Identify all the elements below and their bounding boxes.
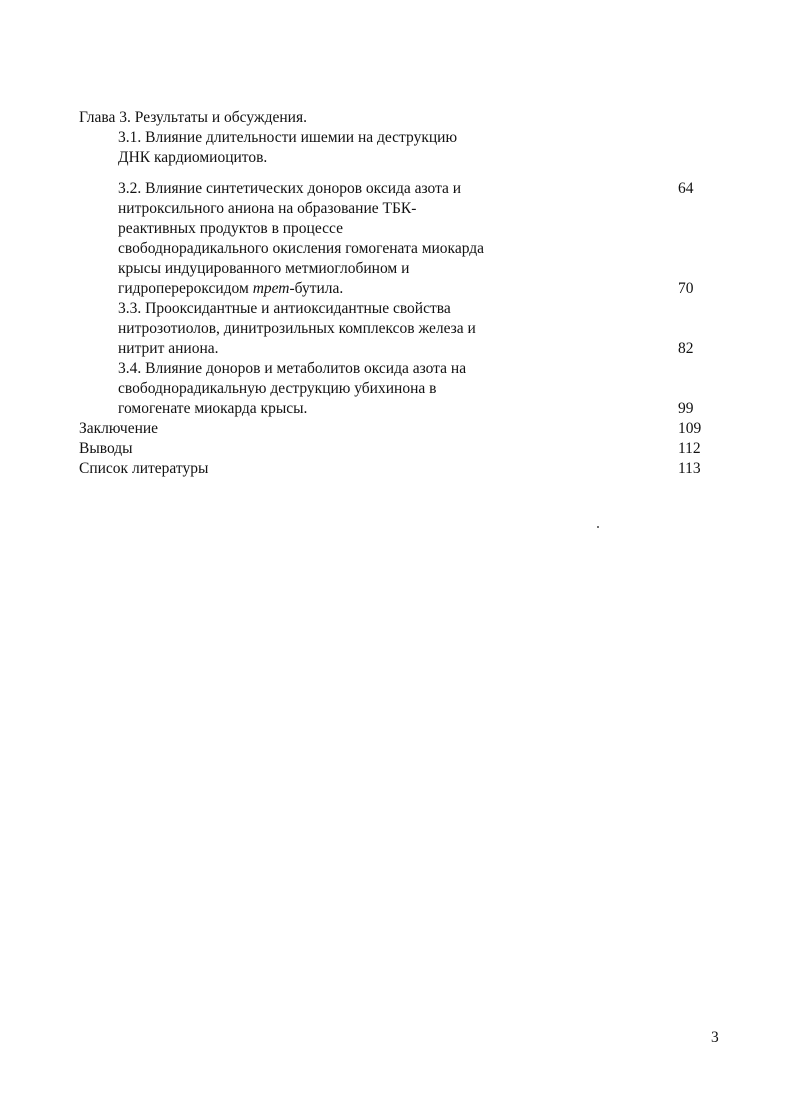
toc-section-3-2-line: крысы индуцированного метмиоглобином и <box>118 260 410 277</box>
toc-section-3-2-last-italic: трет <box>252 280 290 297</box>
toc-section-3-3 <box>79 299 719 359</box>
toc-section-3-1-page: 64 <box>678 180 694 197</box>
toc-findings-page: 112 <box>678 440 701 457</box>
toc-section-3-4-line: гомогенате миокарда крысы. <box>118 400 308 417</box>
toc-chapter-3-title: Глава 3. Результаты и обсуждения. <box>79 109 307 126</box>
toc-section-3-3-line: 3.3. Прооксидантные и антиоксидантные свойства <box>118 300 451 317</box>
toc-section-3-4 <box>79 359 719 419</box>
toc-section-3-4-page: 99 <box>678 400 694 417</box>
toc-references-title: Список литературы <box>79 460 209 477</box>
toc-conclusion-page: 109 <box>678 420 702 437</box>
page-number: 3 <box>711 1029 719 1046</box>
toc-section-3-4-line: свободнорадикальную деструкцию убихинона в <box>118 380 437 397</box>
toc-section-3-2-line: свободнорадикального окисления гомогената миокарда <box>118 240 485 257</box>
toc-section-3-2-last-prefix: гидроперероксидом <box>118 280 253 297</box>
toc-section-3-2-page: 70 <box>678 280 694 297</box>
toc-section-3-3-line: нитрит аниона. <box>118 340 219 357</box>
toc-conclusion <box>79 419 719 439</box>
toc-chapter-3-heading <box>79 108 719 128</box>
toc-section-3-2-last-suffix: -бутила. <box>289 280 344 297</box>
toc-section-3-2-last-line <box>118 279 719 299</box>
toc-section-3-4-line: 3.4. Влияние доноров и метаболитов оксида азота на <box>118 360 467 377</box>
toc-references <box>79 459 719 479</box>
toc-section-3-1-line: ДНК кардиомиоцитов. <box>118 149 268 166</box>
toc-section-3-1-line: 3.1. Влияние длительности ишемии на деструкцию <box>118 129 458 146</box>
toc-references-page: 113 <box>678 460 701 477</box>
scan-speck <box>597 526 599 528</box>
toc-findings <box>79 439 719 459</box>
table-of-contents <box>79 108 719 479</box>
toc-section-3-2-line: 3.2. Влияние синтетических доноров оксида азота и <box>118 180 462 197</box>
toc-section-3-2 <box>79 179 719 299</box>
toc-findings-title: Выводы <box>79 440 133 457</box>
toc-conclusion-title: Заключение <box>79 420 159 437</box>
toc-section-3-2-line: реактивных продуктов в процессе <box>118 220 343 237</box>
toc-section-3-3-page: 82 <box>678 340 694 357</box>
toc-section-3-3-line: нитрозотиолов, динитрозильных комплексов железа и <box>118 320 476 337</box>
toc-section-3-2-line: нитроксильного аниона на образование ТБК- <box>118 200 417 217</box>
